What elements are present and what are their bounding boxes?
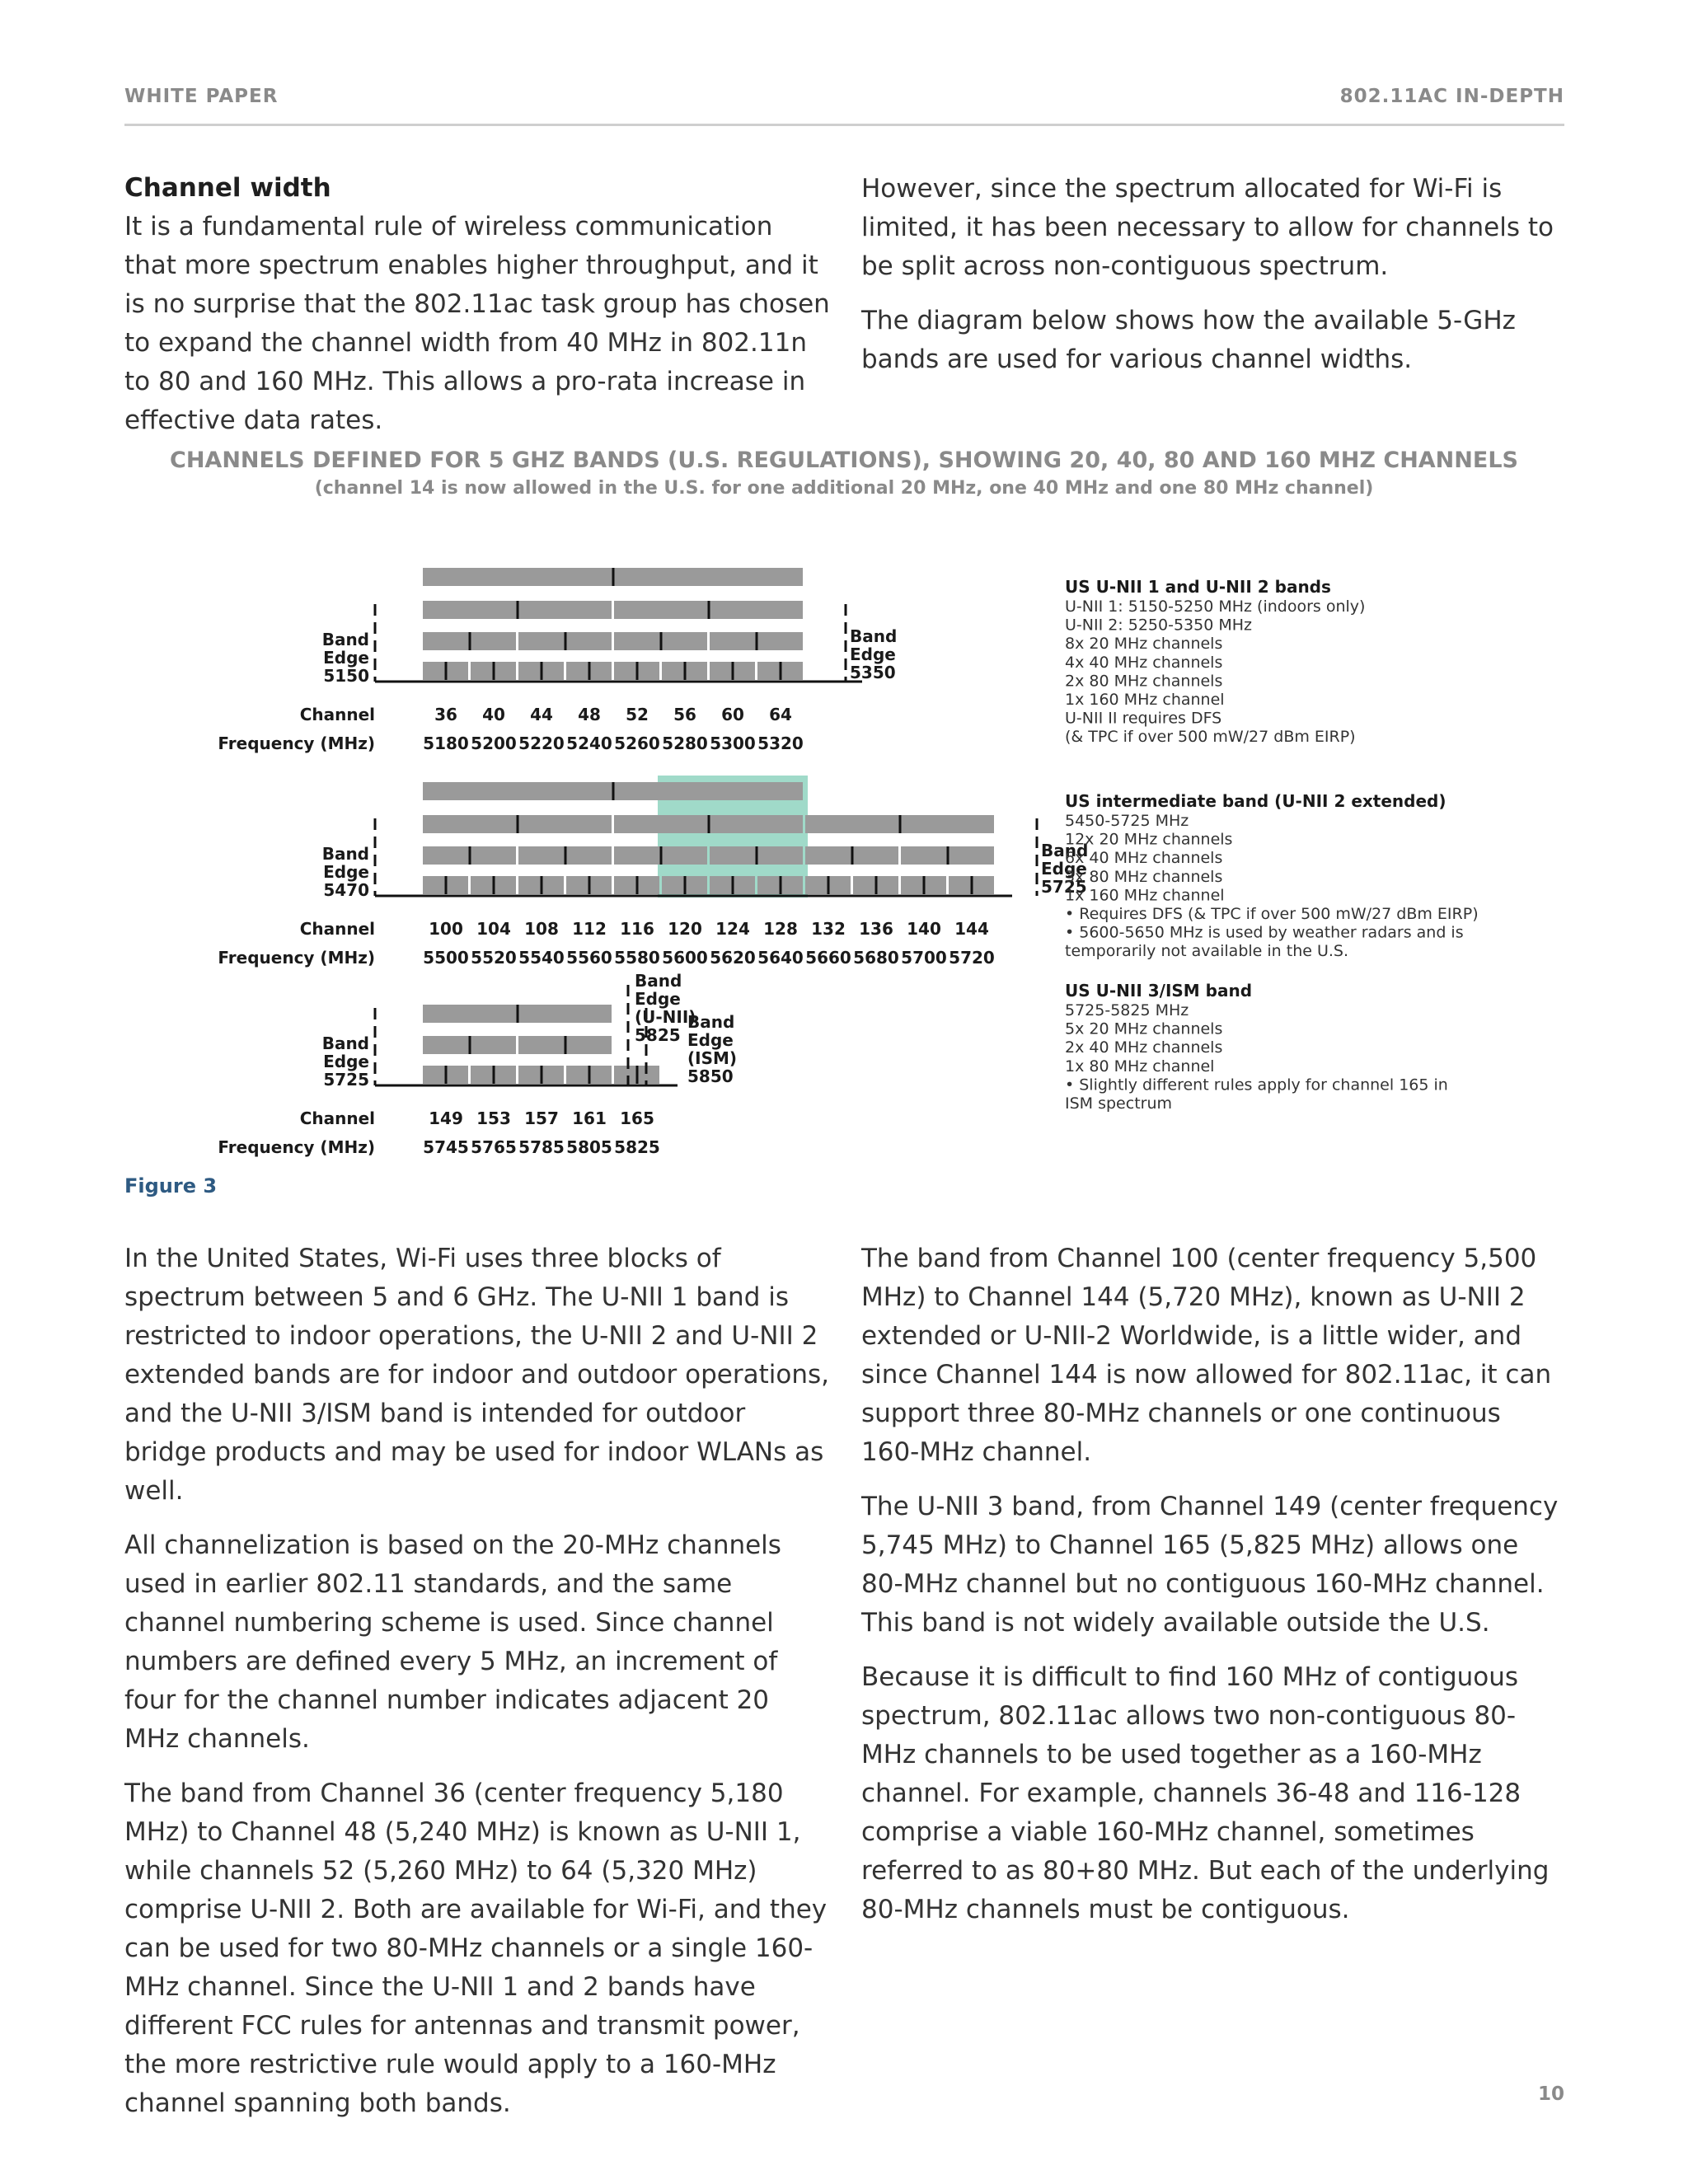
channel-number: 128 <box>763 919 798 939</box>
channel-frequency: 5300 <box>710 733 756 753</box>
band-info-title: US U-NII 3/ISM band <box>1065 981 1253 1001</box>
channel-row-label: Channel <box>299 919 375 939</box>
figure-label: Figure 3 <box>124 1174 218 1197</box>
channel-number: 112 <box>572 919 607 939</box>
channel-number: 56 <box>673 705 696 724</box>
channel-number: 165 <box>620 1108 654 1128</box>
band-edge-label: Band <box>321 630 369 649</box>
channel-number: 140 <box>907 919 941 939</box>
channel-number: 157 <box>524 1108 559 1128</box>
band-edge-label: Edge <box>850 644 896 664</box>
intro-left-column <box>124 170 830 456</box>
band-info-title: US U-NII 1 and U-NII 2 bands <box>1065 577 1331 597</box>
channel-frequency: 5825 <box>614 1137 660 1157</box>
band-info-line: 5450-5725 MHz <box>1065 812 1189 830</box>
channel-frequency: 5520 <box>471 948 517 968</box>
body-paragraph: The band from Channel 100 (center frequency 5,500 MHz) to Channel 144 (5,720 MHz), known as U-NII 2 extended or U-NII-2 Worldwide, is a little wider, and since Channel 144 is now allowed for 802.11ac, it can support three 80-MHz channels or one continuous 160-MHz channel. <box>861 1244 1552 1467</box>
channel-number: 161 <box>572 1108 607 1128</box>
page-number: 10 <box>1537 2083 1564 2105</box>
channel-number: 116 <box>620 919 654 939</box>
band-info-line: 5x 20 MHz channels <box>1065 1019 1223 1038</box>
body-paragraph: The band from Channel 36 (center frequency 5,180 MHz) to Channel 48 (5,240 MHz) is known as U-NII 1, while channels 52 (5,260 MHz) to 64 (5,320 MHz) comprise U-NII 2. Both are available for Wi-Fi, and they can be used for two 80-MHz channels or a single 160-MHz channel. Since the U-NII 1 and 2 bands have different FCC rules for antennas and transmit power, the more restrictive rule would apply to a 160-MHz channel spanning both bands. <box>124 1779 828 2118</box>
channel-number: 132 <box>811 919 846 939</box>
channel-frequency: 5660 <box>805 948 851 968</box>
band-info-line: 2x 80 MHz channels <box>1065 672 1223 691</box>
band-info-line: • Slightly different rules apply for channel 165 in <box>1065 1076 1448 1094</box>
channel-frequency: 5640 <box>757 948 804 968</box>
channel-frequency: 5200 <box>471 733 517 753</box>
band-edge-label: 5825 <box>635 1025 681 1045</box>
body-paragraph: All channelization is based on the 20-MHz channels used in earlier 802.11 standards, and the same channel numbering scheme is used. Since channel numbers are defined every 5 MHz, an increment of four for the channel number indicates adjacent 20 MHz channels. <box>124 1530 781 1754</box>
channel-number: 60 <box>721 705 744 724</box>
body-right-column <box>861 1240 1567 1945</box>
channel-frequency: 5620 <box>710 948 756 968</box>
channel-number: 153 <box>476 1108 511 1128</box>
band-info-line: U-NII 2: 5250-5350 MHz <box>1065 616 1253 635</box>
channel-frequency: 5320 <box>757 733 804 753</box>
body-paragraph: In the United States, Wi-Fi uses three blocks of spectrum between 5 and 6 GHz. The U-NII 1 band is restricted to indoor operations, the U-NII 2 and U-NII 2 extended bands are for indoor and outdoor operations, and the U-NII 3/ISM band is intended for outdoor bridge products and may be used for indoor WLANs as well. <box>124 1244 829 1506</box>
channel-number: 40 <box>482 705 505 724</box>
channel-number: 104 <box>476 919 511 939</box>
band-info-line: U-NII II requires DFS <box>1065 709 1222 728</box>
band-info-line: 5725-5825 MHz <box>1065 1001 1189 1019</box>
band-edge-label: Edge <box>323 862 369 882</box>
band-info-line: 4x 40 MHz channels <box>1065 653 1223 672</box>
channel-frequency: 5560 <box>566 948 612 968</box>
channel-frequency: 5280 <box>662 733 708 753</box>
header-left: WHITE PAPER <box>124 86 279 107</box>
channel-frequency: 5805 <box>566 1137 612 1157</box>
band-edge-label: 5150 <box>323 666 369 686</box>
channel-frequency: 5745 <box>423 1137 469 1157</box>
channel-frequency: 5680 <box>853 948 899 968</box>
channel-frequency: 5500 <box>423 948 469 968</box>
band-info-line: 1x 160 MHz channel <box>1065 691 1225 709</box>
channel-number: 44 <box>530 705 553 724</box>
channel-row-label: Channel <box>299 1108 375 1128</box>
band-edge-label: 5350 <box>850 663 896 682</box>
band-edge-label: 5850 <box>687 1066 734 1086</box>
body-left-column <box>124 1240 830 2139</box>
body-paragraph: The U-NII 3 band, from Channel 149 (center frequency 5,745 MHz) to Channel 165 (5,825 MHz) allows one 80-MHz channel but no contiguous 160-MHz channel. This band is not widely available outside the U.S. <box>861 1492 1559 1638</box>
channel-frequency: 5600 <box>662 948 708 968</box>
body-paragraph: Because it is difficult to find 160 MHz of contiguous spectrum, 802.11ac allows two non-contiguous 80-MHz channels to be used together as a 160-MHz channel. For example, channels 36-48 and 116-128 comprise a viable 160-MHz channel, sometimes referred to as 80+80 MHz. But each of the underlying 80-MHz channels must be contiguous. <box>861 1662 1550 1924</box>
band-info-line: 1x 160 MHz channel <box>1065 886 1225 905</box>
band-edge-label: (ISM) <box>687 1048 738 1068</box>
band-edge-label: Band <box>635 971 682 991</box>
band-edge-label: 5725 <box>1041 877 1087 897</box>
channel-number: 108 <box>524 919 559 939</box>
band-info-line: 12x 20 MHz channels <box>1065 830 1233 849</box>
figure-subtitle: (channel 14 is now allowed in the U.S. for one additional 20 MHz, one 40 MHz and one 80 MHz channel) <box>314 478 1374 499</box>
channel-number: 64 <box>769 705 792 724</box>
figure-title: CHANNELS DEFINED FOR 5 GHZ BANDS (U.S. REGULATIONS), SHOWING 20, 40, 80 AND 160 MHZ CHANNELS <box>170 448 1518 473</box>
header-right: 802.11AC IN-DEPTH <box>1339 86 1564 107</box>
section-heading: Channel width <box>124 173 331 203</box>
intro-paragraph: However, since the spectrum allocated for Wi-Fi is limited, it has been necessary to allow for channels to be split across non-contiguous spectrum. <box>861 174 1554 281</box>
band-info-line: • Requires DFS (& TPC if over 500 mW/27 dBm EIRP) <box>1065 905 1479 923</box>
band-edge-label: 5470 <box>323 880 369 900</box>
channel-frequency: 5765 <box>471 1137 517 1157</box>
frequency-row-label: Frequency (MHz) <box>218 733 375 753</box>
channel-number: 52 <box>626 705 649 724</box>
band-info-line: 3x 80 MHz channels <box>1065 867 1223 886</box>
band-edge-label: Band <box>321 844 369 864</box>
channel-frequency: 5240 <box>566 733 612 753</box>
channel-number: 149 <box>429 1108 463 1128</box>
band-edge-label: Edge <box>635 989 681 1009</box>
band-edge-label: Edge <box>687 1030 734 1050</box>
band-edge-label: Band <box>321 1033 369 1053</box>
channel-number: 100 <box>429 919 463 939</box>
channel-frequency: 5540 <box>518 948 565 968</box>
band-info-title: US intermediate band (U-NII 2 extended) <box>1065 791 1447 811</box>
channel-frequency: 5260 <box>614 733 660 753</box>
band-info-line: • 5600-5650 MHz is used by weather radars and is <box>1065 923 1464 942</box>
band-edge-label: Band <box>850 626 898 646</box>
band-edge-label: (U-NII) <box>635 1007 696 1027</box>
channel-frequency: 5580 <box>614 948 660 968</box>
band-info-line: 6x 40 MHz channels <box>1065 849 1223 868</box>
channel-diagram <box>0 527 1688 1157</box>
band-edge-label: Band <box>687 1012 735 1032</box>
channel-frequency: 5180 <box>423 733 469 753</box>
header-divider <box>124 124 1564 126</box>
channel-frequency: 5700 <box>901 948 947 968</box>
band-info-line: ISM spectrum <box>1065 1094 1173 1113</box>
channel-number: 36 <box>434 705 457 724</box>
channel-number: 48 <box>578 705 601 724</box>
channel-number: 144 <box>954 919 989 939</box>
channel-frequency: 5220 <box>518 733 565 753</box>
band-info-line: 2x 40 MHz channels <box>1065 1038 1223 1057</box>
channel-number: 136 <box>859 919 893 939</box>
band-edge-label: Edge <box>323 648 369 668</box>
intro-right-column <box>861 170 1567 395</box>
intro-paragraph: It is a fundamental rule of wireless communication that more spectrum enables higher throughput, and it is no surprise that the 802.11ac task group has chosen to expand the channel width from 40 MHz in 802.11n to 80 and 160 MHz. This allows a pro-rata increase in effective data rates. <box>124 212 830 435</box>
channel-frequency: 5785 <box>518 1137 565 1157</box>
frequency-row-label: Frequency (MHz) <box>218 948 375 968</box>
channel-number: 120 <box>668 919 702 939</box>
channel-frequency: 5720 <box>949 948 995 968</box>
band-info-line: 8x 20 MHz channels <box>1065 635 1223 654</box>
band-info-line: (& TPC if over 500 mW/27 dBm EIRP) <box>1065 728 1356 747</box>
band-edge-label: 5725 <box>323 1070 369 1090</box>
band-info-line: temporarily not available in the U.S. <box>1065 942 1349 961</box>
channel-number: 124 <box>715 919 750 939</box>
band-edge-label: Edge <box>1041 859 1087 879</box>
band-edge-label: Edge <box>323 1052 369 1071</box>
frequency-row-label: Frequency (MHz) <box>218 1137 375 1157</box>
band-info-line: 1x 80 MHz channel <box>1065 1057 1215 1076</box>
band-info-line: U-NII 1: 5150-5250 MHz (indoors only) <box>1065 598 1366 616</box>
band-edge-label: Band <box>1041 841 1089 860</box>
intro-paragraph: The diagram below shows how the available 5-GHz bands are used for various channel widths. <box>861 306 1516 374</box>
channel-row-label: Channel <box>299 705 375 724</box>
